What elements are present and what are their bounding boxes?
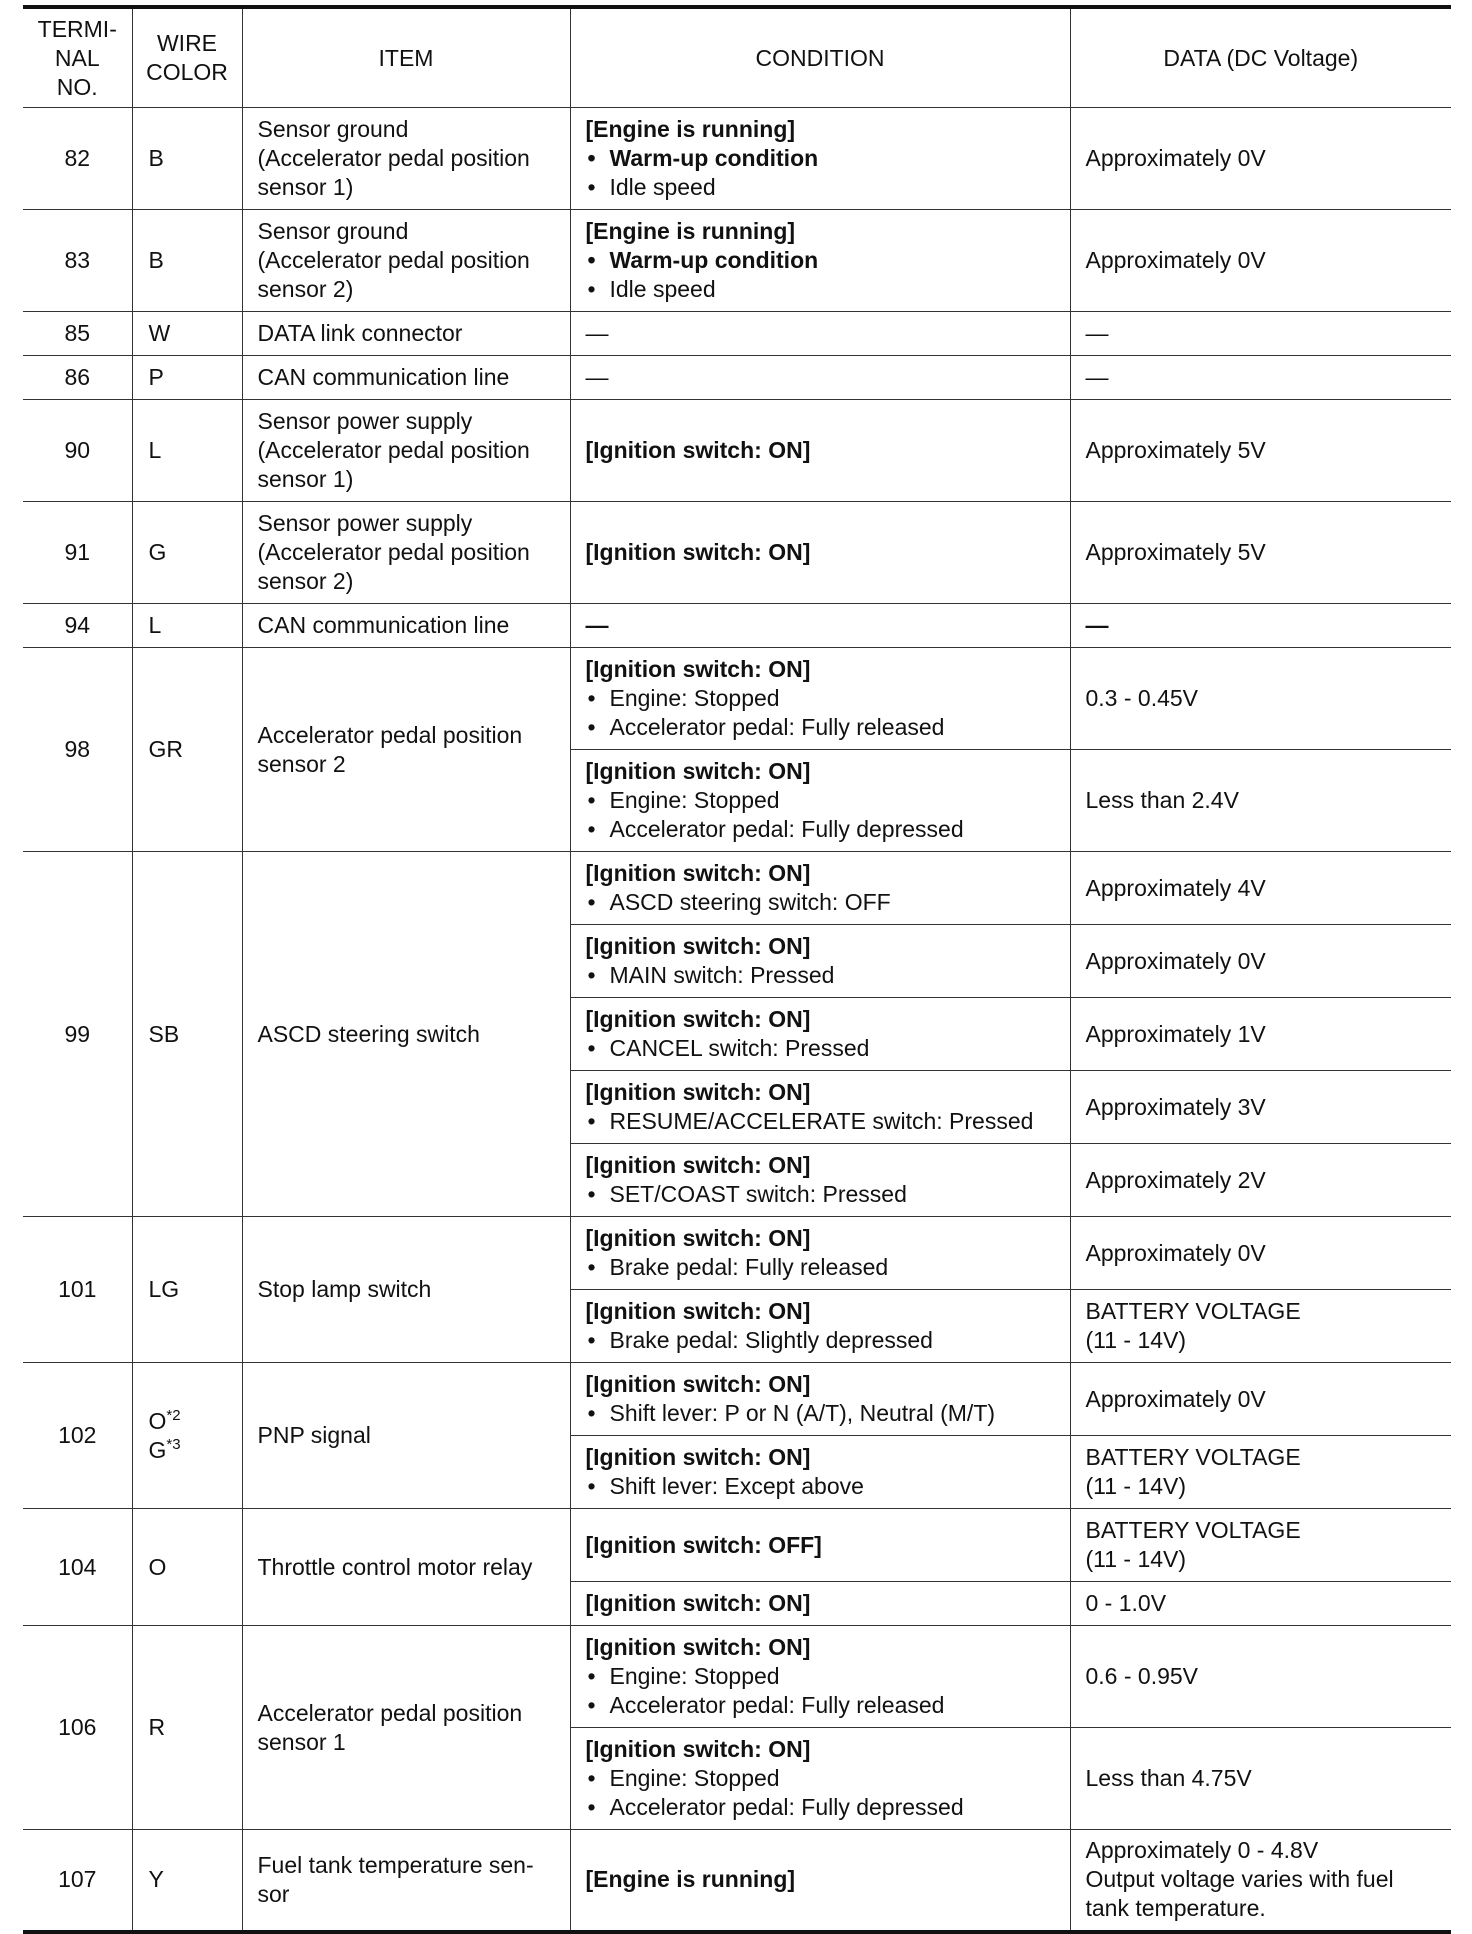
- wire-color-primary: P: [148, 364, 164, 390]
- terminal-number: 90: [23, 400, 132, 502]
- data-value: BATTERY VOLTAGE (11 - 14V): [1070, 1436, 1451, 1509]
- wire-color-primary: O: [148, 1407, 167, 1434]
- condition-cell: [570, 1728, 1070, 1830]
- header-terminal: TERMI- NAL NO.: [23, 7, 132, 108]
- wire-footnote: *2: [166, 1406, 181, 1424]
- wire-footnote: *3: [166, 1435, 181, 1453]
- condition-cell: [570, 356, 1070, 400]
- table-row: [23, 210, 1451, 312]
- condition-heading: [Ignition switch: ON]: [585, 1079, 811, 1105]
- condition-cell: [570, 1582, 1070, 1626]
- data-value: Approximately 2V: [1070, 1144, 1451, 1217]
- condition-heading: [Ignition switch: ON]: [585, 1152, 811, 1178]
- condition-heading: [Ignition switch: OFF]: [585, 1531, 822, 1558]
- condition-heading: [Engine is running]: [585, 218, 796, 244]
- condition-cell: [570, 604, 1070, 648]
- wire-color: [132, 312, 242, 356]
- condition-cell: [570, 1217, 1070, 1290]
- wire-color-primary: GR: [148, 736, 183, 762]
- wire-color: [132, 852, 242, 1217]
- wire-color-primary: LG: [148, 1276, 180, 1302]
- table-row: [23, 1830, 1451, 1932]
- data-value: 0 - 1.0V: [1070, 1582, 1451, 1626]
- condition-heading: [Engine is running]: [585, 116, 796, 142]
- wire-color: [132, 210, 242, 312]
- condition-bullet: • Accelerator pedal: Fully released: [586, 1691, 1055, 1720]
- table-row: [23, 108, 1451, 210]
- data-value: —: [1070, 356, 1451, 400]
- data-value: Approximately 5V: [1070, 400, 1451, 502]
- data-value: —: [1070, 604, 1451, 648]
- header-data: DATA (DC Voltage): [1070, 7, 1451, 108]
- wire-color-primary: L: [148, 612, 162, 638]
- wire-color: [132, 108, 242, 210]
- item-description: ASCD steering switch: [242, 852, 570, 1217]
- condition-heading: [Ignition switch: ON]: [585, 437, 811, 463]
- wire-color: [132, 502, 242, 604]
- data-value: Less than 4.75V: [1070, 1728, 1451, 1830]
- condition-bullet: • Idle speed: [586, 275, 1055, 304]
- condition-heading: [Ignition switch: ON]: [585, 1006, 811, 1032]
- condition-cell: [570, 1436, 1070, 1509]
- condition-heading: [Ignition switch: ON]: [585, 539, 811, 565]
- item-description: CAN communication line: [242, 604, 570, 648]
- condition-bullet: • Engine: Stopped: [586, 786, 1055, 815]
- wire-color-primary: Y: [148, 1866, 164, 1893]
- header-row: [23, 7, 1451, 108]
- condition-heading: —: [585, 612, 609, 638]
- data-value: Approximately 1V: [1070, 998, 1451, 1071]
- item-description: Accelerator pedal position sensor 2: [242, 648, 570, 852]
- wire-color: [132, 1363, 242, 1509]
- condition-cell: [570, 750, 1070, 852]
- condition-bullet: • Brake pedal: Slightly depressed: [586, 1326, 1055, 1355]
- terminal-number: 102: [23, 1363, 132, 1509]
- table-row: [23, 356, 1451, 400]
- condition-heading: [Engine is running]: [585, 1866, 796, 1893]
- data-value: Approximately 4V: [1070, 852, 1451, 925]
- terminal-number: 94: [23, 604, 132, 648]
- condition-cell: [570, 210, 1070, 312]
- condition-bullet: • MAIN switch: Pressed: [586, 961, 1055, 990]
- condition-heading: [Ignition switch: ON]: [585, 656, 811, 682]
- terminal-number: 91: [23, 502, 132, 604]
- data-value: Approximately 0V: [1070, 108, 1451, 210]
- condition-heading: —: [585, 320, 609, 346]
- wire-color-primary: W: [148, 320, 171, 346]
- condition-cell: [570, 1626, 1070, 1728]
- condition-heading: [Ignition switch: ON]: [585, 1444, 811, 1470]
- condition-cell: [570, 312, 1070, 356]
- wire-color-secondary: G: [148, 1436, 167, 1463]
- item-description: Sensor power supply (Accelerator pedal position sensor 2): [242, 502, 570, 604]
- condition-cell: [570, 108, 1070, 210]
- terminal-number: 106: [23, 1626, 132, 1830]
- condition-cell: [570, 852, 1070, 925]
- header-wire-color: WIRE COLOR: [132, 7, 242, 108]
- terminal-number: 85: [23, 312, 132, 356]
- table-row: [23, 312, 1451, 356]
- condition-cell: [570, 1363, 1070, 1436]
- condition-cell: [570, 648, 1070, 750]
- condition-heading: [Ignition switch: ON]: [585, 860, 811, 886]
- table-body: [23, 108, 1451, 1932]
- terminal-number: 82: [23, 108, 132, 210]
- condition-heading: [Ignition switch: ON]: [585, 1634, 811, 1660]
- condition-bullet: • Engine: Stopped: [586, 684, 1055, 713]
- condition-cell: [570, 1830, 1070, 1932]
- condition-bullet: • RESUME/ACCELERATE switch: Pressed: [586, 1107, 1055, 1136]
- wire-color: [132, 1830, 242, 1932]
- condition-bullet: • Shift lever: P or N (A/T), Neutral (M/T): [586, 1399, 1055, 1428]
- wire-color-primary: L: [148, 437, 162, 463]
- data-value: Less than 2.4V: [1070, 750, 1451, 852]
- item-description: Accelerator pedal position sensor 1: [242, 1626, 570, 1830]
- condition-cell: [570, 1509, 1070, 1582]
- data-value: Approximately 0V: [1070, 1217, 1451, 1290]
- terminal-table: [23, 5, 1451, 1934]
- terminal-number: 98: [23, 648, 132, 852]
- terminal-number: 86: [23, 356, 132, 400]
- data-value: Approximately 0V: [1070, 210, 1451, 312]
- header-condition: CONDITION: [570, 7, 1070, 108]
- condition-bullet: • Idle speed: [586, 173, 1055, 202]
- wire-color: [132, 400, 242, 502]
- condition-bullet: • Shift lever: Except above: [586, 1472, 1055, 1501]
- condition-bullet: • Engine: Stopped: [586, 1662, 1055, 1691]
- item-description: Fuel tank temperature sen- sor: [242, 1830, 570, 1932]
- condition-cell: [570, 1144, 1070, 1217]
- condition-bullet: • ASCD steering switch: OFF: [586, 888, 1055, 917]
- data-value: Approximately 0 - 4.8V Output voltage varies with fuel tank temperature.: [1070, 1830, 1451, 1932]
- condition-heading: [Ignition switch: ON]: [585, 1298, 811, 1324]
- table-row: [23, 502, 1451, 604]
- wire-color-primary: G: [148, 539, 167, 565]
- item-description: Throttle control motor relay: [242, 1509, 570, 1626]
- wire-color: [132, 1509, 242, 1626]
- terminal-data-sheet: [23, 5, 1451, 1934]
- table-row: [23, 1217, 1451, 1290]
- terminal-number: 107: [23, 1830, 132, 1932]
- data-value: Approximately 0V: [1070, 925, 1451, 998]
- condition-heading: [Ignition switch: ON]: [585, 1736, 811, 1762]
- table-row: [23, 852, 1451, 925]
- condition-cell: [570, 925, 1070, 998]
- data-value: —: [1070, 312, 1451, 356]
- data-value: 0.3 - 0.45V: [1070, 648, 1451, 750]
- wire-color: [132, 604, 242, 648]
- terminal-number: 83: [23, 210, 132, 312]
- condition-cell: [570, 1290, 1070, 1363]
- wire-color-primary: B: [148, 145, 164, 171]
- wire-color: [132, 648, 242, 852]
- wire-color-primary: SB: [148, 1020, 180, 1047]
- table-row: [23, 648, 1451, 750]
- condition-cell: [570, 502, 1070, 604]
- condition-cell: [570, 400, 1070, 502]
- condition-heading: [Ignition switch: ON]: [585, 933, 811, 959]
- condition-heading: [Ignition switch: ON]: [585, 1590, 811, 1616]
- condition-heading: [Ignition switch: ON]: [585, 1225, 811, 1251]
- wire-color: [132, 356, 242, 400]
- data-value: Approximately 0V: [1070, 1363, 1451, 1436]
- condition-bullet: • SET/COAST switch: Pressed: [586, 1180, 1055, 1209]
- terminal-number: 104: [23, 1509, 132, 1626]
- terminal-number: 101: [23, 1217, 132, 1363]
- item-description: PNP signal: [242, 1363, 570, 1509]
- header-item: ITEM: [242, 7, 570, 108]
- wire-color: [132, 1626, 242, 1830]
- wire-color: [132, 1217, 242, 1363]
- data-value: BATTERY VOLTAGE (11 - 14V): [1070, 1290, 1451, 1363]
- item-description: Stop lamp switch: [242, 1217, 570, 1363]
- condition-bullet: • Brake pedal: Fully released: [586, 1253, 1055, 1282]
- wire-color-primary: B: [148, 247, 164, 273]
- item-description: Sensor ground (Accelerator pedal position sensor 1): [242, 108, 570, 210]
- condition-bullet: • Accelerator pedal: Fully depressed: [586, 815, 1055, 844]
- terminal-number: 99: [23, 852, 132, 1217]
- item-description: Sensor ground (Accelerator pedal position sensor 2): [242, 210, 570, 312]
- table-row: [23, 1509, 1451, 1582]
- table-row: [23, 400, 1451, 502]
- condition-bullet: • Warm-up condition: [586, 246, 1055, 275]
- condition-cell: [570, 998, 1070, 1071]
- condition-bullet: • Accelerator pedal: Fully released: [586, 713, 1055, 742]
- table-row: [23, 604, 1451, 648]
- condition-cell: [570, 1071, 1070, 1144]
- item-description: DATA link connector: [242, 312, 570, 356]
- condition-heading: [Ignition switch: ON]: [585, 758, 811, 784]
- data-value: BATTERY VOLTAGE (11 - 14V): [1070, 1509, 1451, 1582]
- condition-heading: [Ignition switch: ON]: [585, 1371, 811, 1397]
- item-description: CAN communication line: [242, 356, 570, 400]
- condition-bullet: • Accelerator pedal: Fully depressed: [586, 1793, 1055, 1822]
- table-row: [23, 1363, 1451, 1436]
- item-description: Sensor power supply (Accelerator pedal position sensor 1): [242, 400, 570, 502]
- table-row: [23, 1626, 1451, 1728]
- data-value: Approximately 5V: [1070, 502, 1451, 604]
- data-value: Approximately 3V: [1070, 1071, 1451, 1144]
- condition-bullet: • Engine: Stopped: [586, 1764, 1055, 1793]
- condition-heading: —: [585, 364, 609, 390]
- condition-bullet: • CANCEL switch: Pressed: [586, 1034, 1055, 1063]
- wire-color-primary: R: [148, 1714, 166, 1740]
- wire-color-primary: O: [148, 1553, 167, 1580]
- condition-bullet: • Warm-up condition: [586, 144, 1055, 173]
- data-value: 0.6 - 0.95V: [1070, 1626, 1451, 1728]
